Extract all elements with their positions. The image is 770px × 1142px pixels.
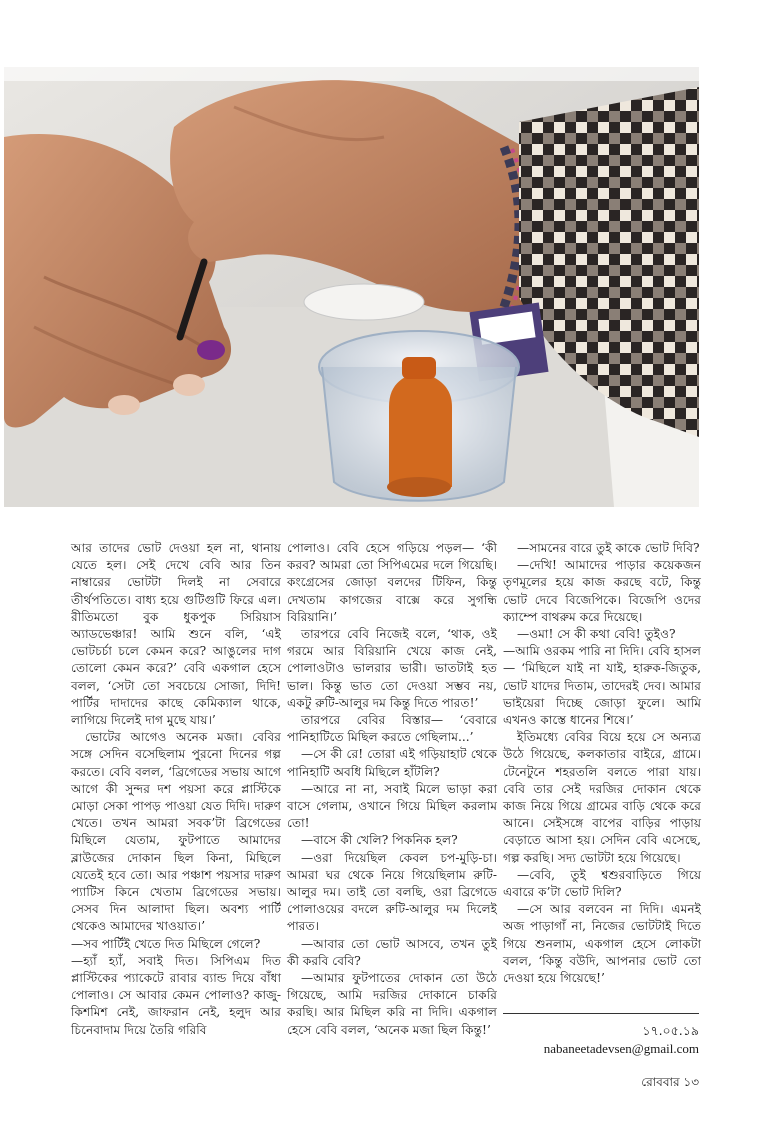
paragraph: —আবার তো ভোট আসবে, তখন তুই কী করবি বেবি? bbox=[287, 936, 497, 968]
paragraph: —হ্যাঁ হ্যাঁ, সবাই দিত। সিপিএম দিত প্লাস্টিকের প্যাকেটে রাবার ব্যান্ড দিয়ে বাঁধা পোলাও। সে আবার কেমন পোলাও? কাজু-কিশমিশ নেই, জাফরান নেই, হলুদ আর চিনেবাদাম দিয়ে তৈরি গরিবি bbox=[71, 953, 281, 1037]
paragraph: —সে কী রে! তোরা এই গড়িয়াহাট থেকে পানিহাটি অবধি মিছিলে হাঁটলি? bbox=[287, 747, 497, 779]
paragraph: তারপরে বেবির বিস্তার— ‘বেবারে পানিহাটিতে মিছিল করতে গেছিলাম...’ bbox=[287, 713, 497, 745]
article-date: ১৭.০৫.১৯ bbox=[642, 1023, 699, 1038]
voting-ink-photo bbox=[4, 67, 699, 507]
paragraph: —আমার ফুটপাতের দোকান তো উঠে গিয়েছে, আমি দরজির দোকানে চাকরি করছি। আর মিছিল করি না দিদি। একগাল হেসে বেবি বলল, ‘অনেক মজা ছিল কিন্তু!’ bbox=[287, 971, 497, 1037]
inked-nail-icon bbox=[197, 340, 225, 360]
article-column-3 bbox=[503, 540, 701, 987]
author-email: nabaneetadevsen@gmail.com bbox=[543, 1041, 699, 1056]
paragraph: —দেখি! আমাদের পাড়ার কয়েকজন তৃণমূলের হয়ে কাজ করছে বটে, কিন্তু ভোট দেবে বিজেপিকে। বিজেপি ওদের ক্যাম্পে বাথরুম করে দিয়েছে। bbox=[503, 558, 701, 624]
paragraph: —বাসে কী খেলি? পিকনিক হল? bbox=[301, 833, 458, 848]
paragraph: —আরে না না, সবাই মিলে ভাড়া করা বাসে গেলাম, ওখানে গিয়ে মিছিল করলাম তো! bbox=[287, 781, 497, 831]
paragraph: —সব পার্টিই খেতে দিত মিছিলে গেলে? bbox=[71, 936, 261, 951]
paragraph: তারপরে বেবি নিজেই বলে, ‘থাক, ওই গরমে আর বিরিয়ানি খেয়ে কাজ নেই, পোলাওটাও ভালরার ভারী। ভাতটাই হত ভাল। কিন্তু ভাত তো দেওয়া সম্ভব নয়, একটু রুটি-আলুর দম কিন্তু দিতে পারত!’ bbox=[287, 627, 497, 710]
ink-bottle-icon bbox=[389, 372, 452, 487]
paragraph: —সামনের বারে তুই কাকে ভোট দিবি? bbox=[517, 541, 700, 555]
paragraph: —সে আর বলবেন না দিদি। এমনই অজ পাড়াগাঁ না, নিজের ভোটটাই দিতে গিয়ে শুনলাম, একগাল হেসে লোকটা বলল, ‘কিন্তু বউদি, আপনার ভোট তো দেওয়া হয়ে গিয়েছে!’ bbox=[503, 902, 701, 986]
paragraph: আর তাদের ভোট দেওয়া হল না, থানায় যেতে হল। সেই দেখে বেবি আর তিন নাম্বারের ভোটটা দিলই না সেবারে তীর্থপতিতে। বাধ্য হয়ে গুটিগুটি ফিরে এল। রীতিমতো বুক ধুকপুক সিরিয়াস অ্যাডভেঞ্চার! আমি শুনে বলি, ‘এই ভোটচর্চা চলে কেমন করে? আঙুলের দাগ তোলো কেমন করে?’ বেবি একগাল হেসে বলল, ‘সেটা তো সবচেয়ে সোজা, দিদি! পার্টির দাদাদের কাছে কেমিক্যাল থাকে, লাগিয়ে দিলেই দাগ মুছে যায়।’ bbox=[71, 541, 281, 728]
paragraph: —আমি ওরকম পারি না দিদি। বেবি হাসল— ‘মিছিলে যাই না যাই, হারুক-জিতুক, ভোট যাদের দিতাম, তাদেরই দেব। আমার ভাইয়েরা দিচ্ছে জোড়া ফুলে। আমি এখনও কাস্তে ধানের শিষে।’ bbox=[503, 644, 701, 728]
article-column-1 bbox=[71, 540, 281, 1039]
article-column-2 bbox=[287, 540, 497, 1039]
page-footer: রোববার ১৩ bbox=[641, 1075, 699, 1089]
paragraph: —ওমা! সে কী কথা বেবি! তুইও? bbox=[517, 627, 676, 642]
signoff-divider bbox=[503, 1013, 699, 1014]
paragraph: —বেবি, তুই শ্বশুরবাড়িতে গিয়ে এবারে ক’টা ভোট দিলি? bbox=[503, 867, 701, 900]
paragraph: —ওরা দিয়েছিল কেবল চপ-মুড়ি-চা। আমরা ঘর থেকে নিয়ে গিয়েছিলাম রুটি-আলুর দম। তাই তো বলছি, ওরা ব্রিগেডে পোলাওয়ের বদলে রুটি-আলুর দম দিলেই পারত। bbox=[287, 850, 497, 934]
article-photo bbox=[4, 67, 699, 507]
paragraph: ইতিমধ্যে বেবির বিয়ে হয়ে সে অন্যত্র উঠে গিয়েছে, কলকাতার বাইরে, গ্রামে। টেনেটুনে শহরতলি বলতে পারা যায়। বেবি তার সেই দরজির দোকান থেকে কাজ নিয়ে গিয়ে গ্রামের বাড়ি থেকে করে আনে। সেইসঙ্গে বাপের বাড়ির পাড়ায় বেড়াতে আসা হয়। সেদিন বেবি এসেছে, গল্প করছি। সদ্য ভোটটা হয়ে গিয়েছে। bbox=[503, 730, 701, 865]
paragraph: ভোটের আগেও অনেক মজা। বেবির সঙ্গে সেদিন বসেছিলাম পুরনো দিনের গল্প করতে। বেবি বলল, ‘ব্রিগেডের সভায় আগে আগে কী সুন্দর দশ পয়সা করে প্লাস্টিকে মোড়া সেকা পাপড় পাওয়া যেত দিদি। দারুণ খেতে। তখন আমরা সবক’টা ব্রিগেডের মিছিলে যেতাম, ফুটপাতে আমাদের ব্লাউজের দোকান ছিল কিনা, মিছিলে যেতেই হবে তো। আর পঞ্চাশ পয়সার দারুণ প্যাটিস কিনে খেতাম ব্রিগেডের সভায়। সেসব দিন আলাদা ছিল। অবশ্য পার্টি থেকেও আমাদের খাওয়াত।’ bbox=[71, 730, 281, 934]
paragraph: পোলাও। বেবি হেসে গড়িয়ে পড়ল— ‘কী করব? আমরা তো সিপিএমের দলে গিয়েছি। কংগ্রেসের জোড়া বলদের টিফিন, কিন্তু দেখতাম কাগজের বাক্সে করে সুগন্ধি বিরিয়ানি।’ bbox=[287, 541, 497, 624]
